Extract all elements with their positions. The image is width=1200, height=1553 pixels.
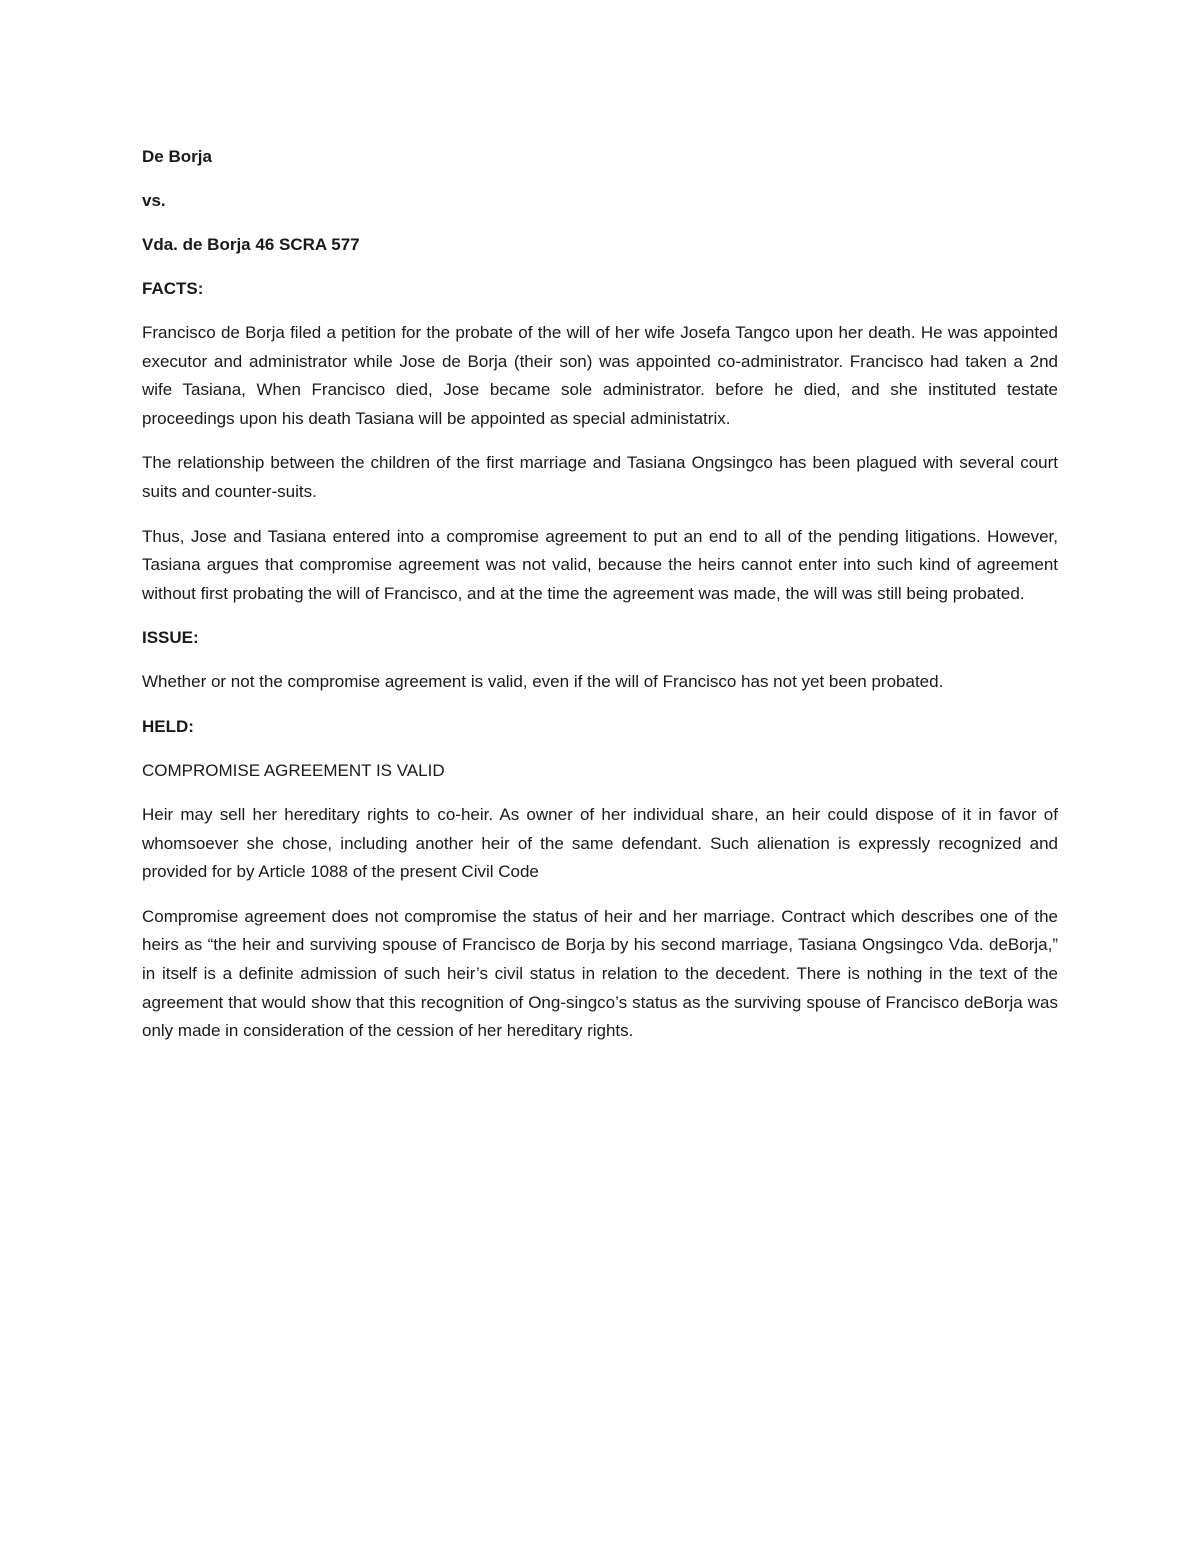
case-title-line-3: Vda. de Borja 46 SCRA 577 [142,235,360,254]
held-paragraph-2: Compromise agreement does not compromise the status of heir and her marriage. Contract which describes one of the heirs as “the heir and surviving spouse of Francisco de Borja by his second marriage, Tasiana Ongsingco Vda. deBorja,” in itself is a definite admission of such heir’s civil status in relation to the decedent. There is nothing in the text of the agreement that would show that this recognition of Ong-singco’s status as the surviving spouse of Francisco deBorja was only made in consideration of the cession of her hereditary rights. [142,906,1058,1041]
facts-heading: FACTS: [142,279,204,298]
issue-paragraph: Whether or not the compromise agreement is valid, even if the will of Francisco has not yet been probated. [142,672,944,692]
case-title-line-2: vs. [142,191,166,210]
held-ruling: COMPROMISE AGREEMENT IS VALID [142,760,445,780]
facts-paragraph-3: Thus, Jose and Tasiana entered into a compromise agreement to put an end to all of the pending litigations. However, Tasiana argues that compromise agreement was not valid, because the heirs cannot enter into such kind of agreement without first probating the will of Francisco, and at the time the agreement was made, the will was still being probated. [142,526,1058,603]
document-body [142,143,1058,1062]
facts-paragraph-1: Francisco de Borja filed a petition for the probate of the will of her wife Josefa Tangco upon her death. He was appointed executor and administrator while Jose de Borja (their son) was appointed co-administrator. Francisco had taken a 2nd wife Tasiana, When Francisco died, Jose became sole administrator. before he died, and she instituted testate proceedings upon his death Tasiana will be appointed as special administatrix. [142,323,1058,428]
held-paragraph-1: Heir may sell her hereditary rights to co-heir. As owner of her individual share, an heir could dispose of it in favor of whomsoever she chose, including another heir of the same defendant. Such alienation is expressly recognized and provided for by Article 1088 of the present Civil Code [142,804,1058,882]
held-heading: HELD: [142,716,194,736]
facts-paragraph-2: The relationship between the children of the first marriage and Tasiana Ongsingco has been plagued with several court suits and counter-suits. [142,453,1058,501]
case-title-line-1: De Borja [142,147,212,166]
issue-heading: ISSUE: [142,628,199,648]
